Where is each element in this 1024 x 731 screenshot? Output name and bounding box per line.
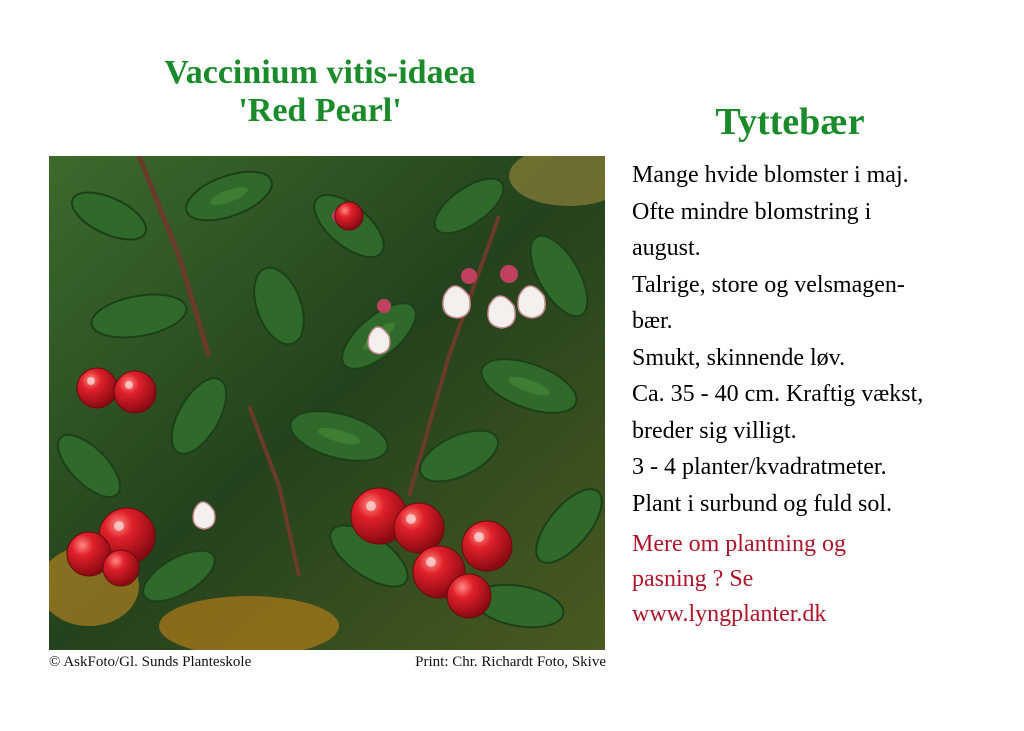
more-info-line: Mere om plantning og [632,531,846,557]
description-line: august. [632,235,701,261]
description-line: Ca. 35 - 40 cm. Kraftig vækst, [632,381,924,407]
description-line: Ofte mindre blomstring i [632,198,872,225]
description-line: bær. [632,308,673,334]
print-credit: Print: Chr. Richardt Foto, Skive [415,654,606,670]
common-name: Tyttebær [715,101,865,143]
plant-latin-name: Vaccinium vitis-idaea [164,54,476,91]
description-line: Smukt, skinnende løv. [632,344,846,371]
description-line: Mange hvide blomster i maj. [632,162,909,188]
more-info [632,527,1012,632]
photo-credit: © AskFoto/Gl. Sunds Planteskole [49,654,252,670]
plant-title [60,54,580,130]
plant-cultivar-name: 'Red Pearl' [238,92,402,129]
description-line: breder sig villigt. [632,417,797,444]
plant-photo [49,156,605,650]
plant-description [632,157,1012,522]
more-info-line: pasning ? Se [632,566,754,592]
description-line: Talrige, store og velsmagen- [632,271,905,298]
lingonberry-photo-illustration [49,156,605,650]
website-link[interactable]: www.lyngplanter.dk [632,601,827,627]
description-line: Plant i surbund og fuld sol. [632,490,893,517]
description-line: 3 - 4 planter/kvadratmeter. [632,454,887,480]
